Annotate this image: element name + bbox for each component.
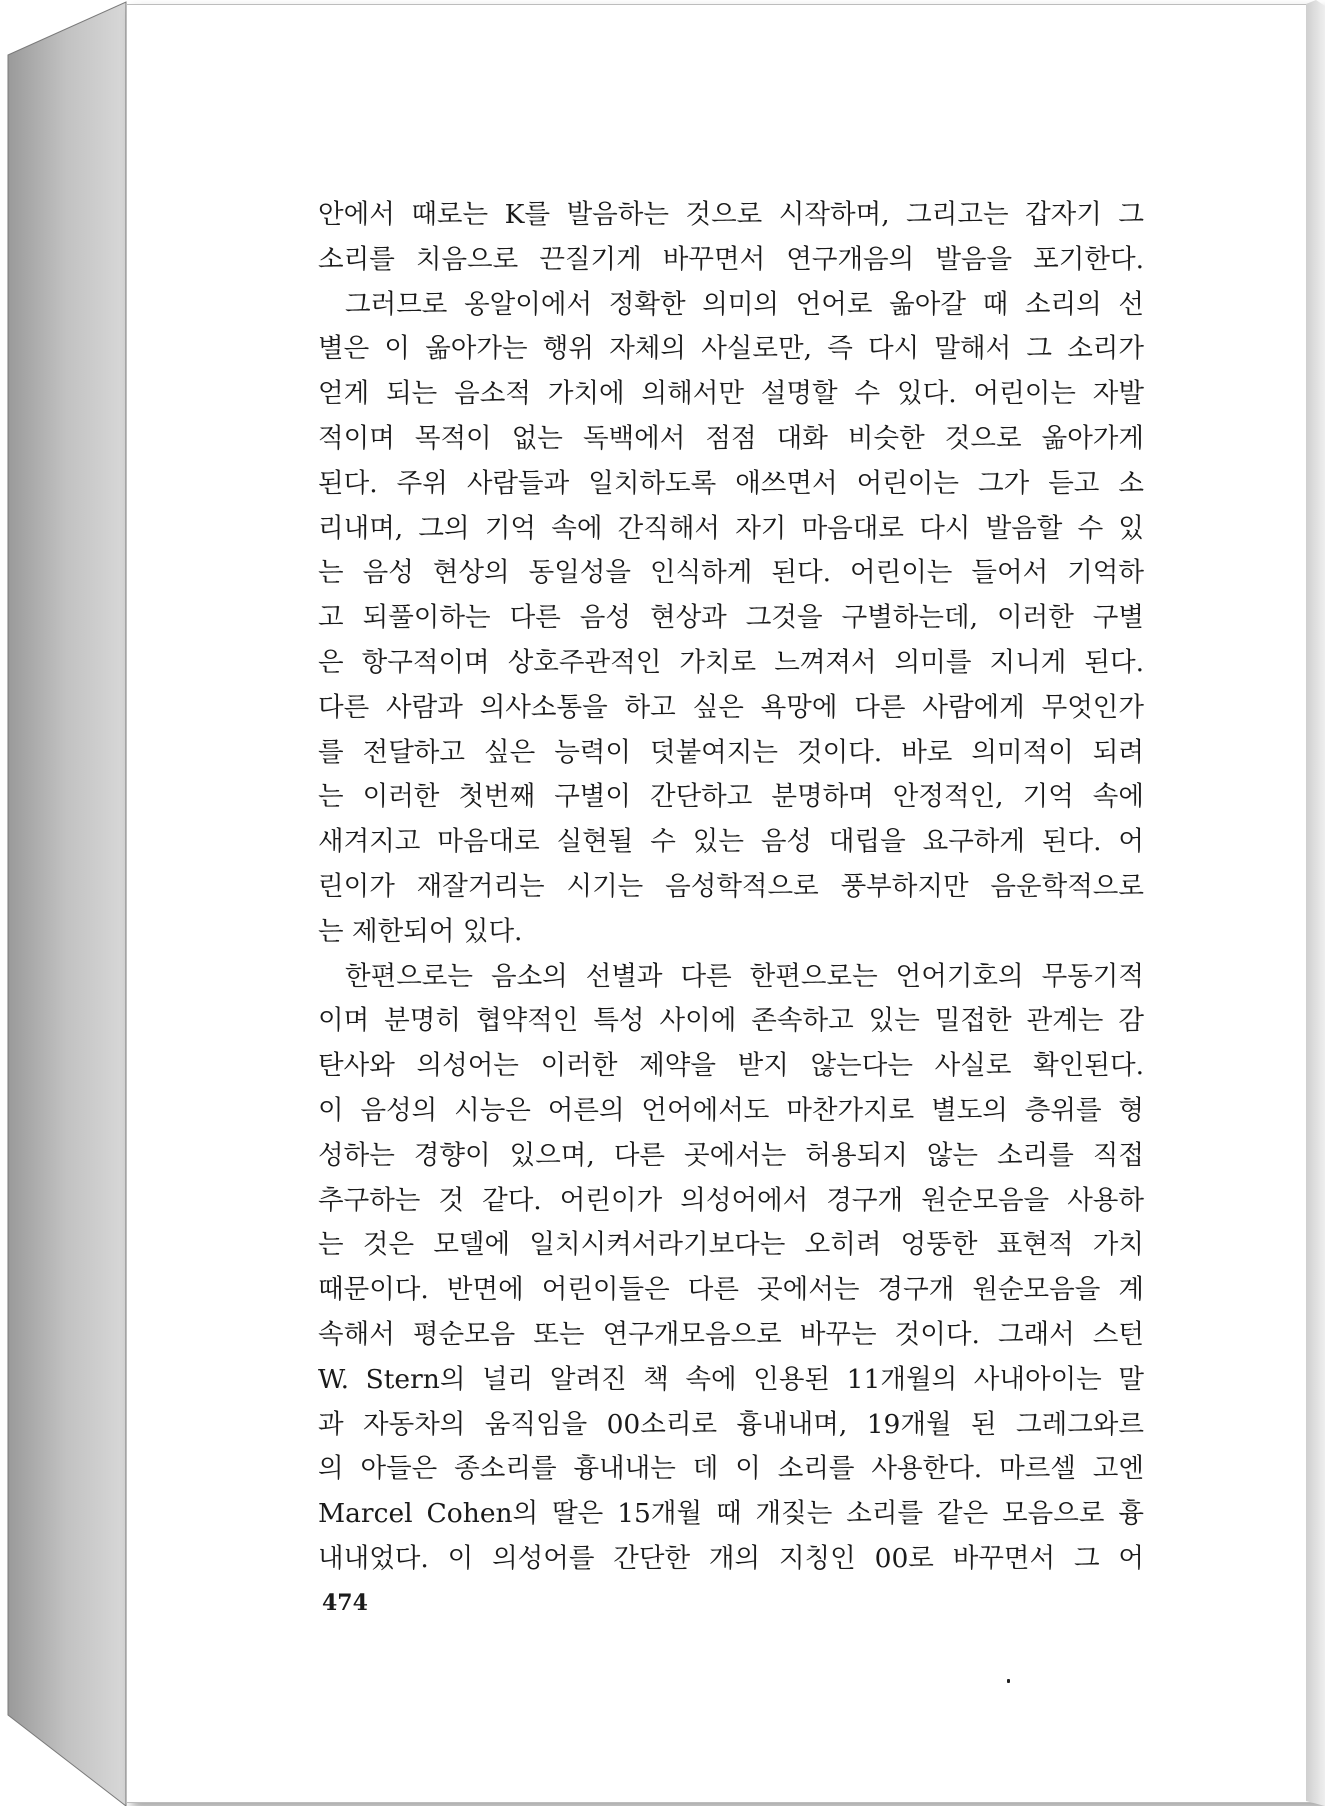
text-line: 적이며 목적이 없는 독백에서 점점 대화 비슷한 것으로 옮아가게 <box>318 422 1144 454</box>
body-text <box>318 193 1144 1582</box>
text-line: 안에서 때로는 K를 발음하는 것으로 시작하며, 그리고는 갑자기 그 <box>318 199 1144 230</box>
text-line: W. Stern의 널리 알려진 책 속에 인용된 11개월의 사내아이는 말 <box>318 1363 1144 1395</box>
book-spine-edge <box>0 0 140 1806</box>
text-line: 를 전달하고 싶은 능력이 덧붙여지는 것이다. 바로 의미적이 되려 <box>318 736 1144 768</box>
text-line: 는 제한되어 있다. <box>318 915 523 947</box>
text-line: 성하는 경향이 있으며, 다른 곳에서는 허용되지 않는 소리를 직접 <box>318 1139 1144 1171</box>
text-line: 는 음성 현상의 동일성을 인식하게 된다. 어린이는 들어서 기억하 <box>318 557 1144 589</box>
text-line: Marcel Cohen의 딸은 15개월 때 개짖는 소리를 같은 모음으로 흉 <box>318 1498 1144 1530</box>
text-line: 한편으로는 음소의 선별과 다른 한편으로는 언어기호의 무동기적 <box>345 960 1144 992</box>
text-line: 고 되풀이하는 다른 음성 현상과 그것을 구별하는데, 이러한 구별 <box>318 602 1144 634</box>
text-line: 과 자동차의 움직임을 00소리로 흉내내며, 19개월 된 그레그와르 <box>318 1408 1144 1440</box>
text-line: 얻게 되는 음소적 가치에 의해서만 설명할 수 있다. 어린이는 자발 <box>318 378 1144 410</box>
page-number: 474 <box>322 1590 368 1616</box>
text-line: 탄사와 의성어는 이러한 제약을 받지 않는다는 사실로 확인된다. <box>318 1050 1144 1082</box>
text-line: 속해서 평순모음 또는 연구개모음으로 바꾸는 것이다. 그래서 스턴 <box>318 1318 1144 1350</box>
text-line: 내내었다. 이 의성어를 간단한 개의 지칭인 00로 바꾸면서 그 어 <box>318 1542 1144 1574</box>
text-line: 리내며, 그의 기억 속에 간직해서 자기 마음대로 다시 발음할 수 있 <box>318 512 1144 544</box>
text-line: 이 음성의 시능은 어른의 언어에서도 마찬가지로 별도의 층위를 형 <box>318 1094 1144 1126</box>
text-line: 린이가 재잘거리는 시기는 음성학적으로 풍부하지만 음운학적으로 <box>318 870 1144 902</box>
text-line: 는 이러한 첫번째 구별이 간단하고 분명하며 안정적인, 기억 속에 <box>318 781 1144 813</box>
scan-speck <box>1007 1679 1010 1683</box>
text-line: 는 것은 모델에 일치시켜서라기보다는 오히려 엉뚱한 표현적 가치 <box>318 1229 1144 1261</box>
text-line: 추구하는 것 같다. 어린이가 의성어에서 경구개 원순모음을 사용하 <box>318 1184 1144 1216</box>
text-line: 다른 사람과 의사소통을 하고 싶은 욕망에 다른 사람에게 무엇인가 <box>318 691 1144 723</box>
text-line: 별은 이 옮아가는 행위 자체의 사실로만, 즉 다시 말해서 그 소리가 <box>318 333 1144 365</box>
text-line: 그러므로 옹알이에서 정확한 의미의 언어로 옮아갈 때 소리의 선 <box>345 288 1144 320</box>
text-line: 된다. 주위 사람들과 일치하도록 애쓰면서 어린이는 그가 듣고 소 <box>318 467 1144 499</box>
page-stack-edge <box>1306 0 1325 1806</box>
text-line: 새겨지고 마음대로 실현될 수 있는 음성 대립을 요구하게 된다. 어 <box>318 826 1144 858</box>
text-line: 의 아들은 종소리를 흉내내는 데 이 소리를 사용한다. 마르셀 고엔 <box>318 1453 1144 1485</box>
text-line: 때문이다. 반면에 어린이들은 다른 곳에서는 경구개 원순모음을 계 <box>318 1274 1144 1306</box>
text-line: 이며 분명히 협약적인 특성 사이에 존속하고 있는 밀접한 관계는 감 <box>318 1005 1144 1037</box>
text-line: 은 항구적이며 상호주관적인 가치로 느껴져서 의미를 지니게 된다. <box>318 646 1144 678</box>
text-line: 소리를 치음으로 끈질기게 바꾸면서 연구개음의 발음을 포기한다. <box>318 243 1144 275</box>
